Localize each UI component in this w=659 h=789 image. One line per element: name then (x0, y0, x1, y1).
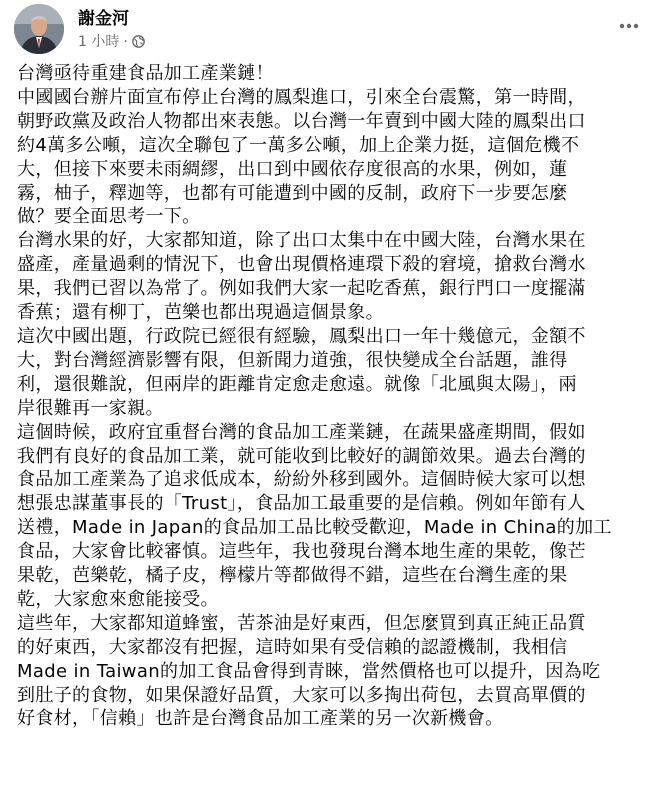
avatar-image (14, 4, 64, 54)
post-text-line: 大，但接下來要未雨綢繆，出口到中國依存度很高的水果，例如，蓮 (17, 158, 568, 180)
post-text-line: 食品加工產業為了追求低成本，紛紛外移到國外。這個時候大家可以想 (17, 469, 586, 491)
post-header (14, 4, 145, 54)
post-text-line: Made in Taiwan的加工食品會得到青睞，當然價格也可以提升，因為吃 (17, 660, 601, 682)
post-text-line: 這些年，大家都知道蜂蜜，苦茶油是好東西，但怎麼買到真正純正品質 (17, 612, 586, 634)
post-text-line: 岸很難再一家親。 (17, 397, 164, 419)
post-text-line: 送禮，Made in Japan的食品加工品比較受歡迎，Made in China的加工 (17, 517, 612, 539)
post-timestamp[interactable]: 1 小時 (78, 33, 120, 50)
post-text-line: 做？要全面思考一下。 (17, 206, 201, 228)
post-text-line: 乾，大家愈來愈能接受。 (17, 588, 219, 610)
post-body (17, 62, 647, 731)
separator-dot: · (123, 33, 128, 50)
author-name[interactable]: 謝金河 (78, 8, 129, 29)
post-text-line: 盛產，產量過剩的情況下，也會出現價格連環下殺的窘境，搶救台灣水 (17, 254, 586, 276)
post-text-line: 想張忠謀董事長的「Trust」，食品加工最重要的是信賴。例如年節有人 (17, 493, 586, 515)
post-text-line: 中國國台辦片面宣布停止台灣的鳳梨進口，引來全台震驚，第一時間， (17, 86, 586, 108)
post-text-line: 到肚子的食物，如果保證好品質，大家可以多掏出荷包，去買高單價的 (17, 684, 586, 706)
avatar[interactable] (14, 4, 64, 54)
post-text-line: 台灣水果的好，大家都知道，除了出口太集中在中國大陸，台灣水果在 (17, 230, 586, 252)
post-text-line: 大，對台灣經濟影響有限，但新聞力道強，很快變成全台話題，誰得 (17, 349, 568, 371)
post-text-line: 這次中國出題，行政院已經很有經驗，鳳梨出口一年十幾億元，金額不 (17, 325, 586, 347)
post-text-line: 果，我們已習以為常了。例如我們大家一起吃香蕉，銀行門口一度擺滿 (17, 278, 586, 300)
post-text-line: 這個時候，政府宜重督台灣的食品加工產業鏈，在蔬果盛產期間，假如 (17, 421, 586, 443)
post-text-line: 台灣亟待重建食品加工產業鏈！ (17, 63, 274, 84)
more-options-icon (619, 23, 639, 29)
post-text-line: 利，還很難說，但兩岸的距離肯定愈走愈遠。就像「北風與太陽」，兩 (17, 373, 577, 395)
post-text-line: 朝野政黨及政治人物都出來表態。以台灣一年賣到中國大陸的鳳梨出口 (17, 110, 586, 132)
post-subline (78, 33, 145, 51)
post-text-line: 約4萬多公噸，這次全聯包了一萬多公噸，加上企業力挺，這個危機不 (17, 134, 580, 156)
post-text-line: 香蕉；還有柳丁，芭樂也都出現過這個景象。 (17, 302, 384, 324)
post-text-line: 食品，大家會比較審慎。這些年，我也發現台灣本地生產的果乾，像芒 (17, 541, 586, 563)
post-text-line: 好食材，「信賴」也許是台灣食品加工產業的另一次新機會。 (17, 708, 504, 730)
globe-icon[interactable] (132, 35, 145, 48)
post-text-line: 霧，柚子，釋迦等，也都有可能遭到中國的反制，政府下一步要怎麼 (17, 182, 568, 204)
post-text-line: 我們有良好的食品加工業，就可能收到比較好的調節效果。過去台灣的 (17, 445, 586, 467)
post-text-line: 果乾，芭樂乾，橘子皮，檸檬片等都做得不錯，這些在台灣生產的果 (17, 565, 568, 587)
post-meta (78, 8, 145, 51)
post-text-line: 的好東西，大家都沒有把握，這時如果有受信賴的認證機制，我相信 (17, 636, 568, 658)
more-options-button[interactable] (613, 10, 645, 42)
